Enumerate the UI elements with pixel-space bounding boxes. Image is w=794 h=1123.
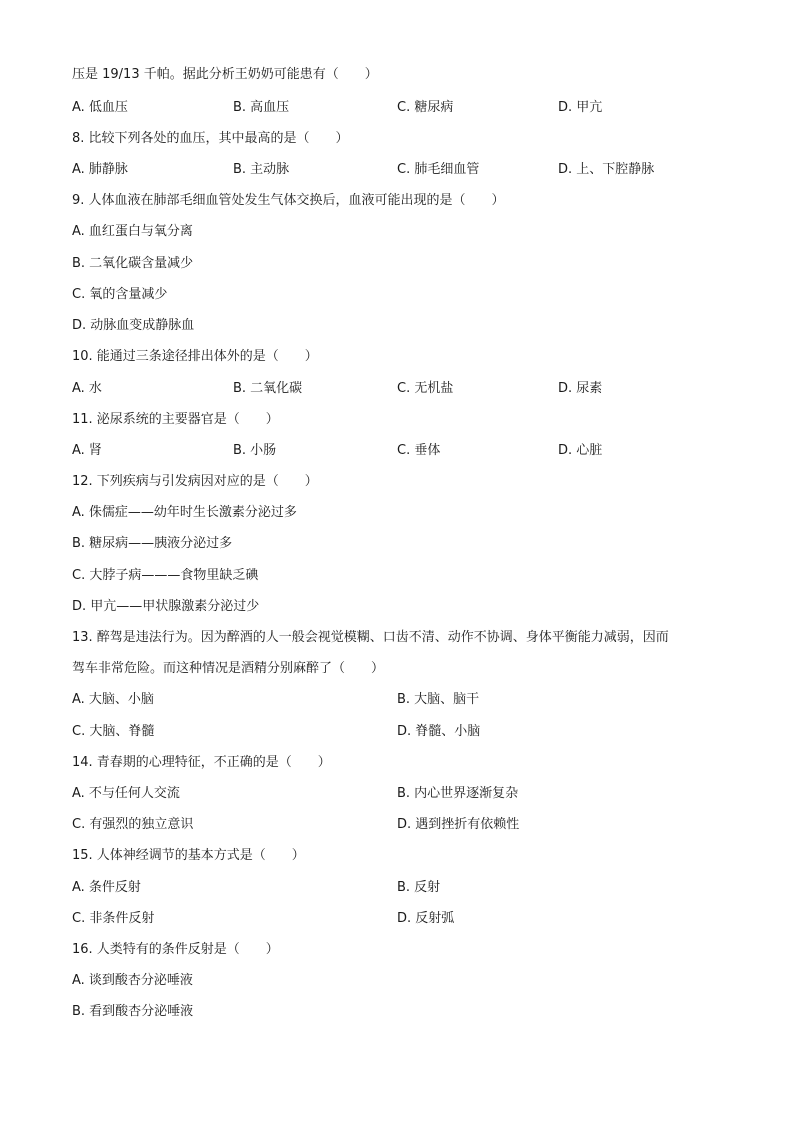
question-13-stem-line-2: 驾车非常危险。而这种情况是酒精分别麻醉了（ ） (72, 661, 385, 676)
q8-option-a: A. 肺静脉 (72, 162, 128, 177)
q8-option-d: D. 上、下腔静脉 (558, 162, 655, 177)
q7-option-c: C. 糖尿病 (397, 100, 454, 115)
q13-option-d: D. 脊髓、小脑 (397, 724, 481, 739)
q14-option-d: D. 遇到挫折有依赖性 (397, 817, 520, 832)
q12-option-a: A. 侏儒症——幼年时生长激素分泌过多 (72, 505, 297, 520)
question-14-stem: 14. 青春期的心理特征，不正确的是（ ） (72, 755, 331, 770)
question-9-stem: 9. 人体血液在肺部毛细血管处发生气体交换后，血液可能出现的是（ ） (72, 193, 505, 208)
q10-option-b: B. 二氧化碳 (233, 381, 303, 396)
q9-option-a: A. 血红蛋白与氧分离 (72, 224, 193, 239)
q7-option-d: D. 甲亢 (558, 100, 603, 115)
q15-option-d: D. 反射弧 (397, 911, 455, 926)
q9-option-b: B. 二氧化碳含量减少 (72, 256, 194, 271)
question-8-stem: 8. 比较下列各处的血压，其中最高的是（ ） (72, 131, 349, 146)
q16-option-a: A. 谈到酸杏分泌唾液 (72, 973, 193, 988)
q10-option-d: D. 尿素 (558, 381, 603, 396)
q15-option-a: A. 条件反射 (72, 880, 141, 895)
q8-option-b: B. 主动脉 (233, 162, 290, 177)
q11-option-b: B. 小肠 (233, 443, 277, 458)
question-13-stem-line-1: 13. 醉驾是违法行为。因为醉酒的人一般会视觉模糊、口齿不清、动作不协调、身体平衡能力减弱，因而 (72, 630, 669, 645)
q15-option-c: C. 非条件反射 (72, 911, 155, 926)
q10-option-a: A. 水 (72, 381, 102, 396)
question-15-stem: 15. 人体神经调节的基本方式是（ ） (72, 848, 305, 863)
q9-option-c: C. 氧的含量减少 (72, 287, 168, 302)
q11-option-d: D. 心脏 (558, 443, 603, 458)
question-16-stem: 16. 人类特有的条件反射是（ ） (72, 942, 279, 957)
q13-option-a: A. 大脑、小脑 (72, 692, 154, 707)
q12-option-b: B. 糖尿病——胰液分泌过多 (72, 536, 233, 551)
q13-option-c: C. 大脑、脊髓 (72, 724, 155, 739)
question-12-stem: 12. 下列疾病与引发病因对应的是（ ） (72, 474, 318, 489)
q15-option-b: B. 反射 (397, 880, 441, 895)
q13-option-b: B. 大脑、脑干 (397, 692, 480, 707)
question-10-stem: 10. 能通过三条途径排出体外的是（ ） (72, 349, 318, 364)
q10-option-c: C. 无机盐 (397, 381, 454, 396)
q14-option-a: A. 不与任何人交流 (72, 786, 180, 801)
q16-option-b: B. 看到酸杏分泌唾液 (72, 1004, 194, 1019)
question-7-stem-continued: 压是 19/13 千帕。据此分析王奶奶可能患有（ ） (72, 67, 378, 82)
question-11-stem: 11. 泌尿系统的主要器官是（ ） (72, 412, 279, 427)
q9-option-d: D. 动脉血变成静脉血 (72, 318, 195, 333)
q12-option-c: C. 大脖子病———食物里缺乏碘 (72, 568, 259, 583)
q14-option-c: C. 有强烈的独立意识 (72, 817, 194, 832)
q7-option-b: B. 高血压 (233, 100, 290, 115)
q8-option-c: C. 肺毛细血管 (397, 162, 480, 177)
q11-option-c: C. 垂体 (397, 443, 441, 458)
q7-option-a: A. 低血压 (72, 100, 128, 115)
q14-option-b: B. 内心世界逐渐复杂 (397, 786, 519, 801)
q11-option-a: A. 肾 (72, 443, 102, 458)
q12-option-d: D. 甲亢——甲状腺激素分泌过少 (72, 599, 260, 614)
